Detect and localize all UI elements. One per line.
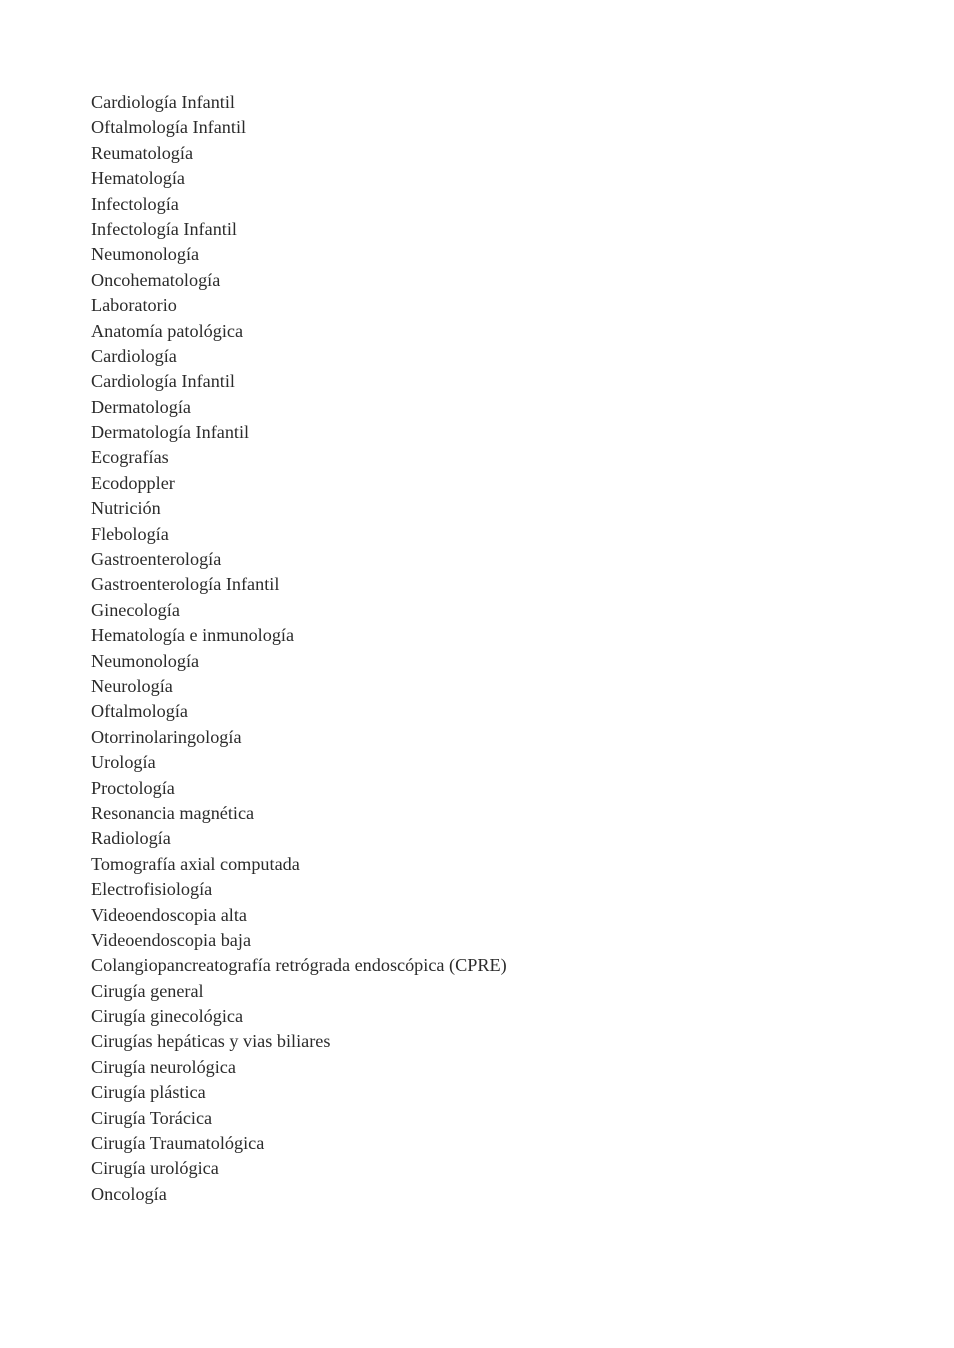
list-item: Neurología — [91, 675, 173, 696]
list-item: Flebología — [91, 523, 169, 544]
list-item: Videoendoscopia alta — [91, 904, 247, 925]
list-item: Cirugía general — [91, 980, 204, 1001]
list-item: Electrofisiología — [91, 879, 213, 900]
list-item: Tomografía axial computada — [91, 853, 300, 874]
list-item: Ecografías — [91, 447, 169, 468]
list-item: Oftalmología — [91, 701, 188, 722]
list-item: Oncología — [91, 1183, 167, 1204]
list-item: Reumatología — [91, 142, 194, 163]
list-item: Cirugía neurológica — [91, 1056, 236, 1077]
list-item: Hematología e inmunología — [91, 625, 295, 646]
list-item: Gastroenterología Infantil — [91, 574, 280, 595]
specialty-list — [91, 90, 507, 1207]
list-item: Radiología — [91, 828, 171, 849]
list-item: Hematología — [91, 168, 185, 189]
list-item: Cirugías hepáticas y vias biliares — [91, 1031, 331, 1052]
list-item: Cardiología — [91, 345, 177, 366]
list-item: Ginecología — [91, 599, 180, 620]
list-item: Videoendoscopia baja — [91, 929, 252, 950]
list-item: Cirugía Traumatológica — [91, 1133, 265, 1154]
list-item: Cardiología Infantil — [91, 92, 235, 112]
list-item: Cirugía Torácica — [91, 1107, 213, 1128]
list-item: Dermatología — [91, 396, 191, 417]
list-item: Otorrinolaringología — [91, 726, 242, 747]
list-item: Resonancia magnética — [91, 802, 255, 823]
list-item: Proctología — [91, 777, 175, 798]
list-item: Cardiología Infantil — [91, 371, 235, 392]
list-item: Cirugía ginecológica — [91, 1006, 244, 1027]
list-item: Infectología Infantil — [91, 218, 237, 239]
list-item: Neumonología — [91, 650, 200, 671]
list-item: Gastroenterología — [91, 549, 222, 570]
list-item: Cirugía plástica — [91, 1082, 206, 1103]
list-item: Laboratorio — [91, 295, 177, 316]
list-item: Colangiopancreatografía retrógrada endoscópica (CPRE) — [91, 955, 507, 976]
list-item: Dermatología Infantil — [91, 422, 250, 443]
list-item: Infectología — [91, 193, 179, 214]
list-item: Nutrición — [91, 498, 161, 519]
list-item: Anatomía patológica — [91, 320, 244, 341]
list-item: Ecodoppler — [91, 472, 175, 493]
list-item: Oftalmología Infantil — [91, 117, 247, 138]
list-item: Neumonología — [91, 244, 200, 265]
list-item: Oncohematología — [91, 269, 221, 290]
list-item: Urología — [91, 752, 156, 773]
list-item: Cirugía urológica — [91, 1158, 219, 1179]
